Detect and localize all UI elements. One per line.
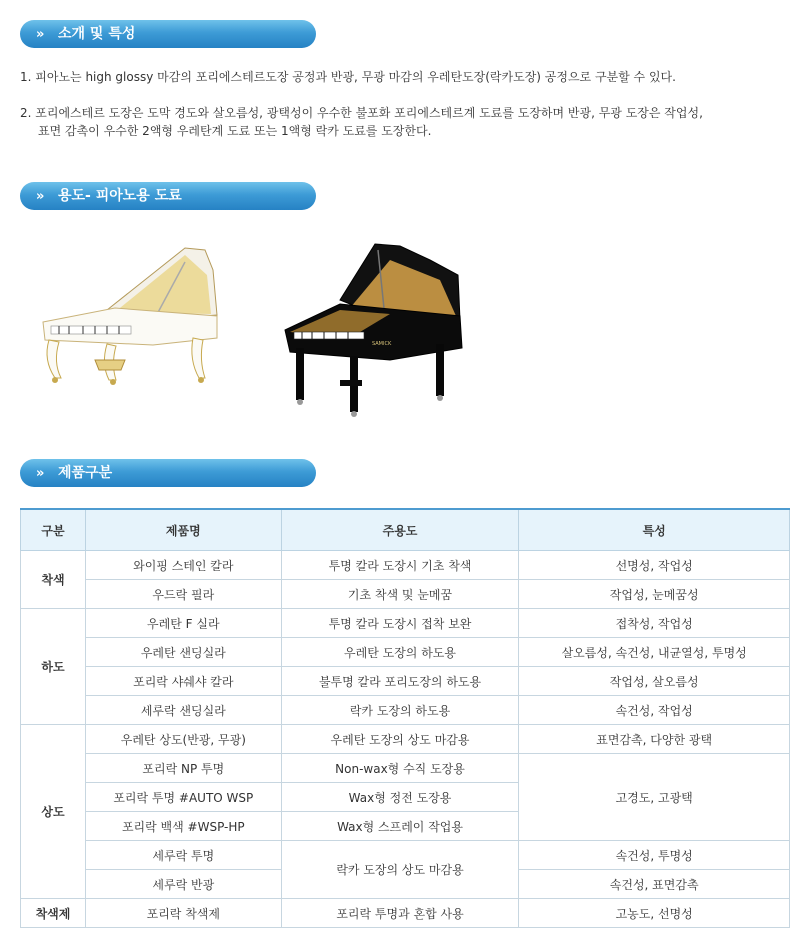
header-category: 구분 [21, 509, 86, 551]
table-header-row [21, 509, 790, 551]
category-cell: 하도 [21, 609, 86, 725]
table-row [21, 609, 790, 638]
table-row [21, 754, 790, 783]
feature-cell: 선명성, 작업성 [519, 551, 790, 580]
black-grand-piano-image [280, 240, 470, 420]
product-name-cell: 우레탄 F 실라 [85, 609, 281, 638]
chevron-double-right-icon: » [36, 466, 45, 481]
main-use-cell: Wax형 스프레이 작업용 [281, 812, 519, 841]
main-use-cell: Wax형 정전 도장용 [281, 783, 519, 812]
product-name-cell: 포리락 백색 #WSP-HP [85, 812, 281, 841]
table-row [21, 841, 790, 870]
feature-cell: 표면감촉, 다양한 광택 [519, 725, 790, 754]
header-main-use: 주용도 [281, 509, 519, 551]
section-title-intro: » 소개 및 특성 [20, 20, 316, 48]
feature-cell: 살오름성, 속건성, 내균열성, 투명성 [519, 638, 790, 667]
category-cell: 착색제 [21, 899, 86, 928]
product-table [20, 508, 790, 928]
feature-cell: 고농도, 선명성 [519, 899, 790, 928]
product-name-cell: 우레탄 샌딩실라 [85, 638, 281, 667]
header-product-name: 제품명 [85, 509, 281, 551]
product-name-cell: 와이핑 스테인 칼라 [85, 551, 281, 580]
main-use-cell: 락카 도장의 상도 마감용 [281, 841, 519, 899]
table-row [21, 580, 790, 609]
product-name-cell: 포리락 샤쉐샤 칼라 [85, 667, 281, 696]
main-use-cell: 우레탄 도장의 하도용 [281, 638, 519, 667]
section-title-products: » 제품구분 [20, 459, 316, 487]
product-name-cell: 세루락 반광 [85, 870, 281, 899]
category-cell: 착색 [21, 551, 86, 609]
intro-paragraph-2-line-2: 표면 감촉이 우수한 2액형 우레탄계 도료 또는 1액형 락카 도료를 도장한다. [38, 124, 432, 138]
main-use-cell: 락카 도장의 하도용 [281, 696, 519, 725]
chevron-double-right-icon: » [36, 189, 45, 204]
main-use-cell: 우레탄 도장의 상도 마감용 [281, 725, 519, 754]
white-grand-piano-image [35, 240, 225, 390]
feature-cell: 작업성, 눈메꿈성 [519, 580, 790, 609]
main-use-cell: 투명 칼라 도장시 접착 보완 [281, 609, 519, 638]
main-use-cell: 투명 칼라 도장시 기초 착색 [281, 551, 519, 580]
feature-cell: 작업성, 살오름성 [519, 667, 790, 696]
main-use-cell: 기초 착색 및 눈메꿈 [281, 580, 519, 609]
table-row [21, 725, 790, 754]
feature-cell: 속건성, 표면감촉 [519, 870, 790, 899]
section-title-usage: » 용도- 피아노용 도료 [20, 182, 316, 210]
main-use-cell: 불투명 칼라 포리도장의 하도용 [281, 667, 519, 696]
feature-cell: 고경도, 고광택 [519, 754, 790, 841]
category-cell: 상도 [21, 725, 86, 899]
table-row [21, 899, 790, 928]
header-feature: 특성 [519, 509, 790, 551]
product-name-cell: 포리락 투명 #AUTO WSP [85, 783, 281, 812]
product-name-cell: 포리락 NP 투명 [85, 754, 281, 783]
product-name-cell: 우레탄 상도(반광, 무광) [85, 725, 281, 754]
product-name-cell: 우드락 필라 [85, 580, 281, 609]
intro-paragraph-2-line-1: 2. 포리에스테르 도장은 도막 경도와 살오름성, 광택성이 우수한 불포화 포리에스테르계 도료를 도장하며 반광, 무광 도장은 작업성, [20, 106, 703, 120]
table-row [21, 696, 790, 725]
product-name-cell: 세루락 샌딩실라 [85, 696, 281, 725]
svg-text:SAMICK: SAMICK [372, 341, 392, 347]
intro-paragraph-1: 1. 피아노는 high glossy 마감의 포리에스테르도장 공정과 반광, 무광 마감의 우레탄도장(락카도장) 공정으로 구분할 수 있다. [20, 70, 676, 84]
feature-cell: 접착성, 작업성 [519, 609, 790, 638]
feature-cell: 속건성, 투명성 [519, 841, 790, 870]
table-row [21, 667, 790, 696]
table-row [21, 551, 790, 580]
main-use-cell: 포리락 투명과 혼합 사용 [281, 899, 519, 928]
feature-cell: 속건성, 작업성 [519, 696, 790, 725]
product-name-cell: 세루락 투명 [85, 841, 281, 870]
chevron-double-right-icon: » [36, 27, 45, 42]
main-use-cell: Non-wax형 수직 도장용 [281, 754, 519, 783]
product-name-cell: 포리락 착색제 [85, 899, 281, 928]
table-row [21, 638, 790, 667]
